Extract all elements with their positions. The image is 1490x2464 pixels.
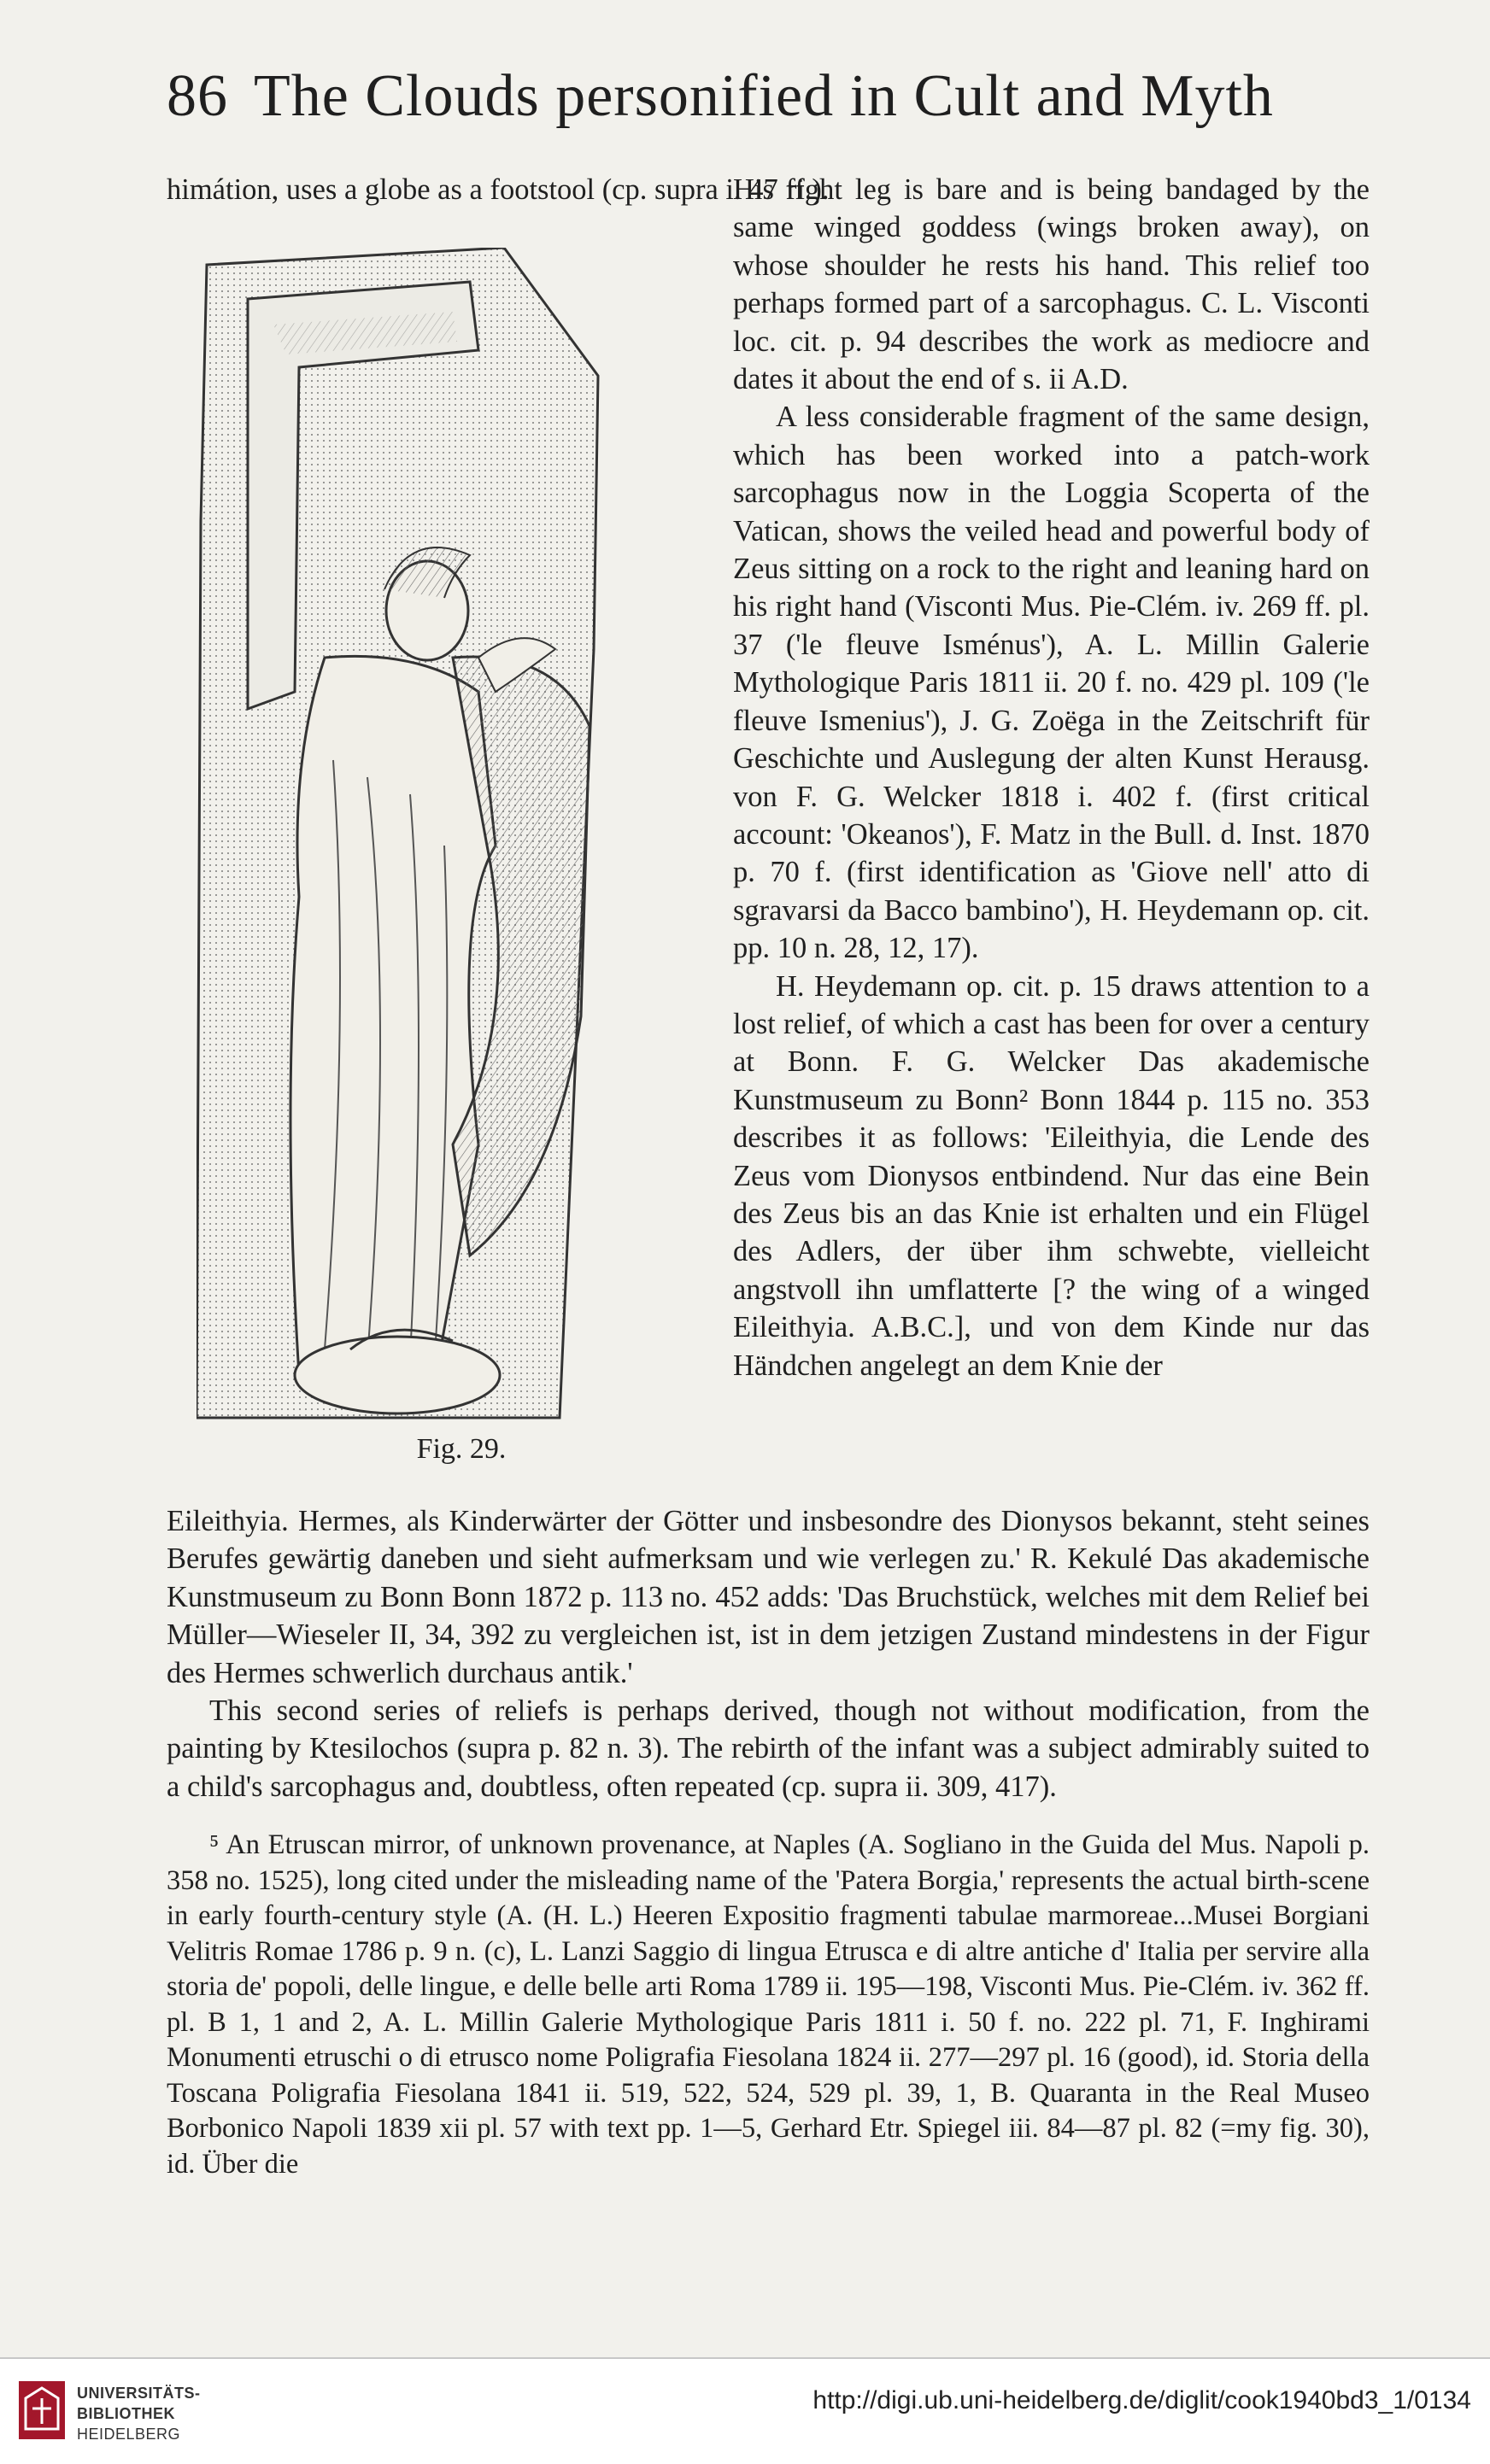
library-name-line: HEIDELBERG [77,2426,181,2443]
relief-illustration [197,248,709,1422]
right-paragraph: A less considerable fragment of the same design, which has been worked into a patch-work sarcophagus now in the Loggia Scoperta of the Vatican, shows the veiled head and powerful body of Zeus sitting on a rock to the right and leaning hard on his right hand (Visconti Mus. Pie-Clém. iv. 269 ff. pl. 37 ('le fleuve Isménus'), A. L. Millin Galerie Mythologique Paris 1811 ii. 20 f. no. 429 pl. 109 ('le fleuve Ismenius'), J. G. Zoëga in the Zeitschrift für Geschichte und Auslegung der alten Kunst Herausg. von F. G. Welcker 1818 i. 402 f. (first critical account: 'Okeanos'), F. Matz in the Bull. d. Inst. 1870 p. 70 f. (first identification as 'Giove nell' atto di sgravarsi da Bacco bambino'), H. Heydemann op. cit. pp. 10 n. 28, 12, 17). [733,401,1370,965]
page-number: 86 [167,63,228,129]
relief-figure [197,248,709,1422]
source-url-link[interactable]: http://digi.ub.uni-heidelberg.de/diglit/cook1940bd3_1/0134 [812,2386,1471,2414]
footnote-block [167,1828,1370,2182]
running-title: The Clouds personified in Cult and Myth [254,63,1274,129]
library-logo[interactable] [17,2378,214,2446]
page-header [167,63,1363,129]
right-paragraph: His right leg is bare and is being bandaged by the same winged goddess (wings broken away), on whose shoulder he rests his hand. This relief too perhaps formed part of a sarcophagus. C. L. Visconti loc. cit. p. 94 describes the work as mediocre and dates it about the end of s. ii A.D. [733,173,1370,396]
library-name-line: BIBLIOTHEK [77,2405,175,2422]
heidelberg-seal-icon [17,2379,67,2441]
opening-line: himátion, uses a globe as a footstool (cp. supra i. 47 ff.). [167,173,830,206]
footnote: ⁵ An Etruscan mirror, of unknown provenance, at Naples (A. Sogliano in the Guida del Mus. Napoli p. 358 no. 1525), long cited under the misleading name of the 'Patera Borgia,' represents the actual birth-scene in early fourth-century style (A. (H. L.) Heeren Expositio fragmenti tabulae marmoreae...Musei Borgiani Velitris Romae 1786 p. 9 n. (c), L. Lanzi Saggio di lingua Etrusca e di altre antiche d' Italia per servire alla storia de' popoli, delle lingue, e delle belle arti Roma 1789 ii. 195—198, Visconti Mus. Pie-Clém. iv. 362 ff. pl. B 1, 1 and 2, A. L. Millin Galerie Mythologique Paris 1811 i. 50 f. no. 222 pl. 71, F. Inghirami Monumenti etruschi o di etrusco nome Poligrafia Fiesolana 1824 ii. 277—297 pl. 16 (good), id. Storia della Toscana Poligrafia Fiesolana 1841 ii. 519, 522, 524, 529 pl. 39, 1, B. Quaranta in the Real Museo Borbonico Napoli 1839 xii pl. 57 with text pp. 1—5, Gerhard Etr. Spiegel iii. 84—87 pl. 82 (=my fig. 30), id. Über die [167,1829,1370,2180]
full-width-text [167,1502,1370,1806]
library-name-line: UNIVERSITÄTS- [77,2385,201,2402]
body-paragraph: This second series of reliefs is perhaps derived, though not without modification, from the painting by Ktesilochos (supra p. 82 n. 3). The rebirth of the infant was a subject admirably suited to a child's sarcophagus and, doubtless, often repeated (cp. supra ii. 309, 417). [167,1694,1370,1803]
figure-caption: Fig. 29. [416,1433,507,1465]
right-paragraph: H. Heydemann op. cit. p. 15 draws attention to a lost relief, of which a cast has been for over a century at Bonn. F. G. Welcker Das akademische Kunstmuseum zu Bonn² Bonn 1844 p. 115 no. 353 describes it as follows: 'Eileithyia, die Lende des Zeus vom Dionysos entbindend. Nur das eine Bein des Zeus bis an das Knie ist erhalten und ein Flügel des Adlers, der über ihm schwebte, vielleicht angstvoll ihn umflatterte [? the wing of a winged Eileithyia. A.B.C.], und von dem Kinde nur das Händchen angelegt an dem Knie der [733,969,1370,1382]
right-column [733,171,1370,1384]
body-paragraph: Eileithyia. Hermes, als Kinderwärter der Götter und insbesondre des Dionysos bekannt, steht seines Berufes gewärtig daneben und sieht aufmerksam und wie verlegen zu.' R. Kekulé Das akademische Kunstmuseum zu Bonn Bonn 1872 p. 113 no. 452 adds: 'Das Bruchstück, welches mit dem Relief bei Müller—Wieseler II, 34, 392 zu vergleichen ist, ist in dem jetzigen Zustand mindestens in der Figur des Hermes schwerlich durchaus antik.' [167,1505,1370,1689]
digitization-footer [0,2357,1490,2464]
